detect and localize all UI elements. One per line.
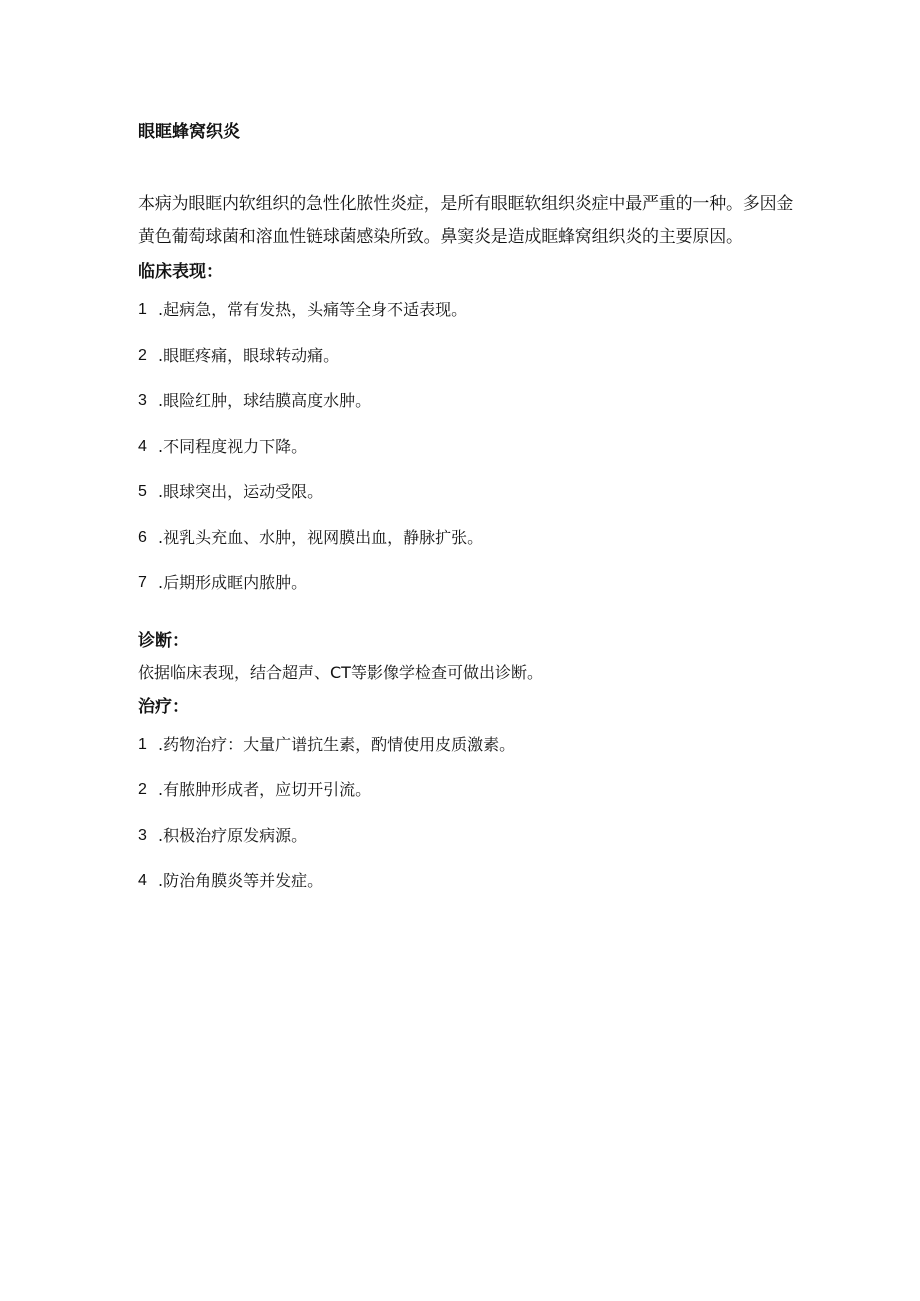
item-text: .眼眶疼痛，眼球转动痛。 [158, 345, 340, 365]
item-text: .后期形成眶内脓肿。 [158, 573, 308, 592]
intro-paragraph: 本病为眼眶内软组织的急性化脓性炎症，是所有眼眶软组织炎症中最严重的一种。多因金黄色葡萄球菌和溶血性链球菌感染所致。鼻窦炎是造成眶蜂窝组织炎的主要原因。 [138, 194, 794, 247]
clinical-list [138, 296, 798, 597]
item-text: .眼球突出，运动受限。 [158, 482, 324, 501]
document-body [138, 118, 798, 913]
item-text: .有脓肿形成者，应切开引流。 [158, 780, 372, 799]
list-item [138, 342, 798, 370]
list-item [138, 867, 798, 895]
list-item [138, 478, 798, 506]
list-item [138, 296, 798, 324]
treatment-heading: 治疗： [138, 696, 189, 717]
diagnosis-text: 依据临床表现，结合超声、CT等影像学检查可做出诊断。 [138, 662, 543, 682]
diagnosis-heading: 诊断： [138, 630, 189, 651]
document-title: 眼眶蜂窝织炎 [138, 122, 240, 142]
list-item [138, 524, 798, 552]
item-number: 1 [138, 735, 147, 753]
list-item [138, 731, 798, 759]
item-number: 3 [138, 826, 147, 844]
list-item [138, 776, 798, 804]
item-text: .眼险红肿，球结膜高度水肿。 [158, 391, 372, 410]
item-number: 2 [138, 781, 147, 798]
clinical-heading: 临床表现： [138, 262, 223, 282]
item-text: .积极治疗原发病源。 [158, 825, 308, 845]
list-item [138, 822, 798, 850]
list-item [138, 433, 798, 461]
treatment-list [138, 731, 798, 896]
list-item [138, 387, 798, 415]
item-text: .视乳头充血、水肿，视网膜出血，静脉扩张。 [158, 527, 484, 547]
item-text: .起病急，常有发热，头痛等全身不适表现。 [158, 300, 468, 319]
item-number: 1 [138, 301, 147, 318]
item-number: 6 [138, 528, 147, 546]
item-number: 4 [138, 872, 147, 889]
item-number: 5 [138, 483, 147, 500]
item-text: .不同程度视力下降。 [158, 436, 308, 456]
item-number: 3 [138, 392, 147, 409]
item-number: 4 [138, 437, 147, 455]
item-text: .防治角膜炎等并发症。 [158, 871, 324, 890]
item-text: .药物治疗：大量广谱抗生素，酌情使用皮质激素。 [158, 734, 516, 754]
list-item [138, 569, 798, 597]
item-number: 7 [138, 574, 147, 591]
item-number: 2 [138, 346, 147, 364]
spacer [138, 615, 798, 627]
